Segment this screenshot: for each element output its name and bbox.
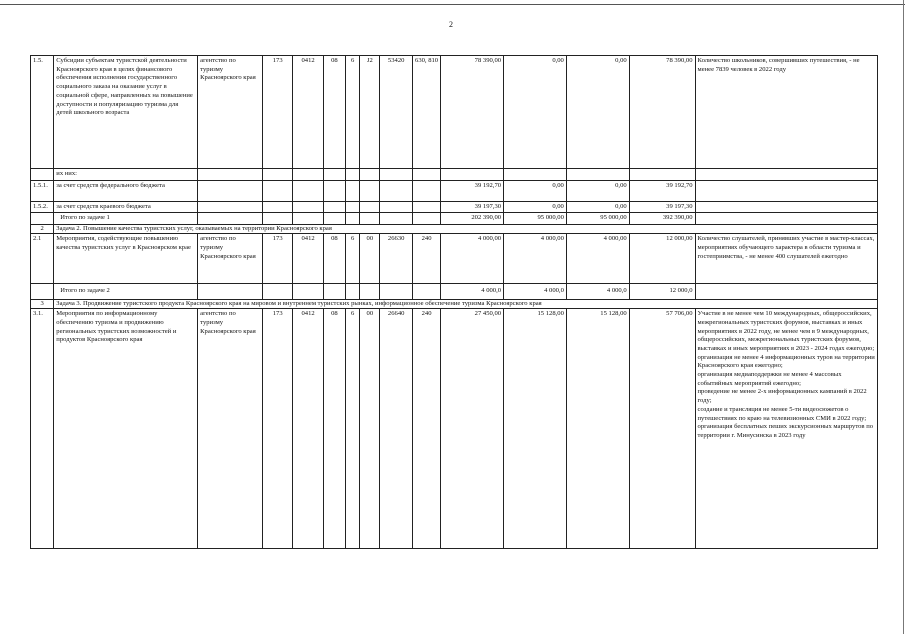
expected-result: Количество школьников, совершивших путешествия, - не менее 7839 человек в 2022 году	[695, 56, 877, 169]
page-number: 2	[449, 20, 453, 29]
table-row-total-task-1	[31, 213, 878, 225]
csr-part-2: 6	[346, 234, 360, 284]
vr-code: 240	[412, 234, 440, 284]
amount-2024: 95 000,00	[566, 213, 629, 225]
result-line: проведение не менее 2-х информационных кампаний в 2022 году;	[697, 388, 867, 405]
scan-right-edge	[903, 0, 904, 634]
result-line: Участие в не менее чем 10 международных, общероссийских, межрегиональных туристских форумов, выставках и иных мероприятиях в 2022 году, не менее чем в 9 международных, общероссийских, межрегиональных туристских форумов, выставках и иных мероприятиях в 2023 - 2024 годах ежегодно;	[697, 310, 875, 352]
csr-part-1: 08	[323, 309, 345, 549]
table-row-sub-header	[31, 169, 878, 181]
result-line: создание и трансляция не менее 5-ти видеосюжетов о путешествиях по краю на телевизионных СМИ в 2022 году;	[697, 405, 867, 422]
result-line: организация не менее 4 информационных туров на территории Красноярского края ежегодно;	[697, 353, 875, 370]
csr-part-1: 08	[323, 56, 345, 169]
responsible-agency: агентство по туризму Красноярского края	[198, 56, 263, 169]
row-number: 1.5.	[31, 56, 54, 169]
row-number: 1.5.2.	[31, 201, 54, 213]
amount-2024: 0,00	[566, 180, 629, 201]
amount-2023: 0,00	[504, 180, 567, 201]
amount-2022: 4 000,00	[441, 234, 504, 284]
amount-total: 57 706,00	[629, 309, 695, 549]
csr-part-2: 6	[346, 309, 360, 549]
rzpr-code: 0412	[293, 234, 323, 284]
amount-total: 12 000,00	[629, 234, 695, 284]
csr-part-4: 26640	[380, 309, 412, 549]
amount-total: 392 390,00	[629, 213, 695, 225]
table-row-task-3	[31, 300, 878, 309]
amount-2024: 4 000,00	[566, 234, 629, 284]
amount-2022: 4 000,0	[441, 284, 504, 300]
activity-name: Субсидии субъектам туристской деятельности Красноярского края в целях финансового обеспечения исполнения государственного социального заказа на оказание услуг в социальной сфере, направленных на повышение доступности и популяризацию туризма для детей школьного возраста	[54, 56, 198, 169]
row-number: 3.1.	[31, 309, 54, 549]
scan-top-edge	[0, 4, 905, 5]
amount-2024: 0,00	[566, 201, 629, 213]
task-title: Задача 3. Продвижение туристского продукта Красноярского края на мировом и внутреннем туристских рынках, информационное обеспечение туризма Красноярского края	[54, 300, 878, 309]
activity-name: Мероприятия, содействующие повышению качества туристских услуг в Красноярском крае	[54, 234, 198, 284]
amount-2022: 39 192,70	[441, 180, 504, 201]
total-label: Итого по задаче 2	[54, 284, 198, 300]
activity-name: за счет средств краевого бюджета	[54, 201, 198, 213]
amount-2024: 4 000,0	[566, 284, 629, 300]
csr-part-4: 53420	[380, 56, 412, 169]
amount-total: 12 000,0	[629, 284, 695, 300]
activity-name: за счет средств федерального бюджета	[54, 180, 198, 201]
amount-2023: 4 000,00	[504, 234, 567, 284]
result-line: организация медиаподдержки не менее 4 массовых событийных мероприятий ежегодно;	[697, 371, 842, 387]
csr-part-3: J2	[360, 56, 380, 169]
amount-2023: 0,00	[504, 56, 567, 169]
amount-2022: 27 450,00	[441, 309, 504, 549]
responsible-agency: агентство по туризму Красноярского края	[198, 234, 263, 284]
vr-code: 630, 810	[412, 56, 440, 169]
task-number: 3	[31, 300, 54, 309]
task-number: 2	[31, 225, 54, 234]
amount-total: 39 197,30	[629, 201, 695, 213]
table-row-2-1	[31, 234, 878, 284]
total-label: Итого по задаче 1	[54, 213, 198, 225]
amount-2023: 0,00	[504, 201, 567, 213]
vr-code: 240	[412, 309, 440, 549]
csr-part-3: 00	[360, 309, 380, 549]
table-row-1-5-2	[31, 201, 878, 213]
expected-result	[695, 309, 877, 549]
csr-part-1: 08	[323, 234, 345, 284]
row-number: 2.1	[31, 234, 54, 284]
csr-part-4: 26630	[380, 234, 412, 284]
activity-name: Мероприятия по информационному обеспечению туризма и продвижению региональных туристских возможностей и продуктов Красноярского края	[54, 309, 198, 549]
table-row-1-5-1	[31, 180, 878, 201]
amount-2022: 39 197,30	[441, 201, 504, 213]
row-number: 1.5.1.	[31, 180, 54, 201]
csr-part-3: 00	[360, 234, 380, 284]
table-row-3-1	[31, 309, 878, 549]
amount-2022: 202 390,00	[441, 213, 504, 225]
table-row-total-task-2	[31, 284, 878, 300]
table-row-task-2	[31, 225, 878, 234]
amount-2023: 4 000,0	[504, 284, 567, 300]
amount-2024: 15 128,00	[566, 309, 629, 549]
amount-2023: 95 000,00	[504, 213, 567, 225]
rzpr-code: 0412	[293, 309, 323, 549]
amount-2024: 0,00	[566, 56, 629, 169]
rzpr-code: 0412	[293, 56, 323, 169]
grbs-code: 173	[262, 234, 292, 284]
sub-header-label: их них:	[54, 169, 198, 181]
program-activities-table	[30, 55, 878, 549]
amount-2023: 15 128,00	[504, 309, 567, 549]
csr-part-2: 6	[346, 56, 360, 169]
amount-total: 78 390,00	[629, 56, 695, 169]
grbs-code: 173	[262, 309, 292, 549]
grbs-code: 173	[262, 56, 292, 169]
amount-2022: 78 390,00	[441, 56, 504, 169]
amount-total: 39 192,70	[629, 180, 695, 201]
expected-result: Количество слушателей, принявших участие в мастер-классах, мероприятиях обучающего характера в области туризма и гостеприимства, - не менее 400 слушателей ежегодно	[695, 234, 877, 284]
result-line: организация бесплатных пеших экскурсионных маршрутов по территории г. Минусинска в 2023 году	[697, 423, 874, 439]
responsible-agency: агентство по туризму Красноярского края	[198, 309, 263, 549]
table-row-1-5	[31, 56, 878, 169]
task-title: Задача 2. Повышение качества туристских услуг, оказываемых на территории Красноярского края	[54, 225, 878, 234]
